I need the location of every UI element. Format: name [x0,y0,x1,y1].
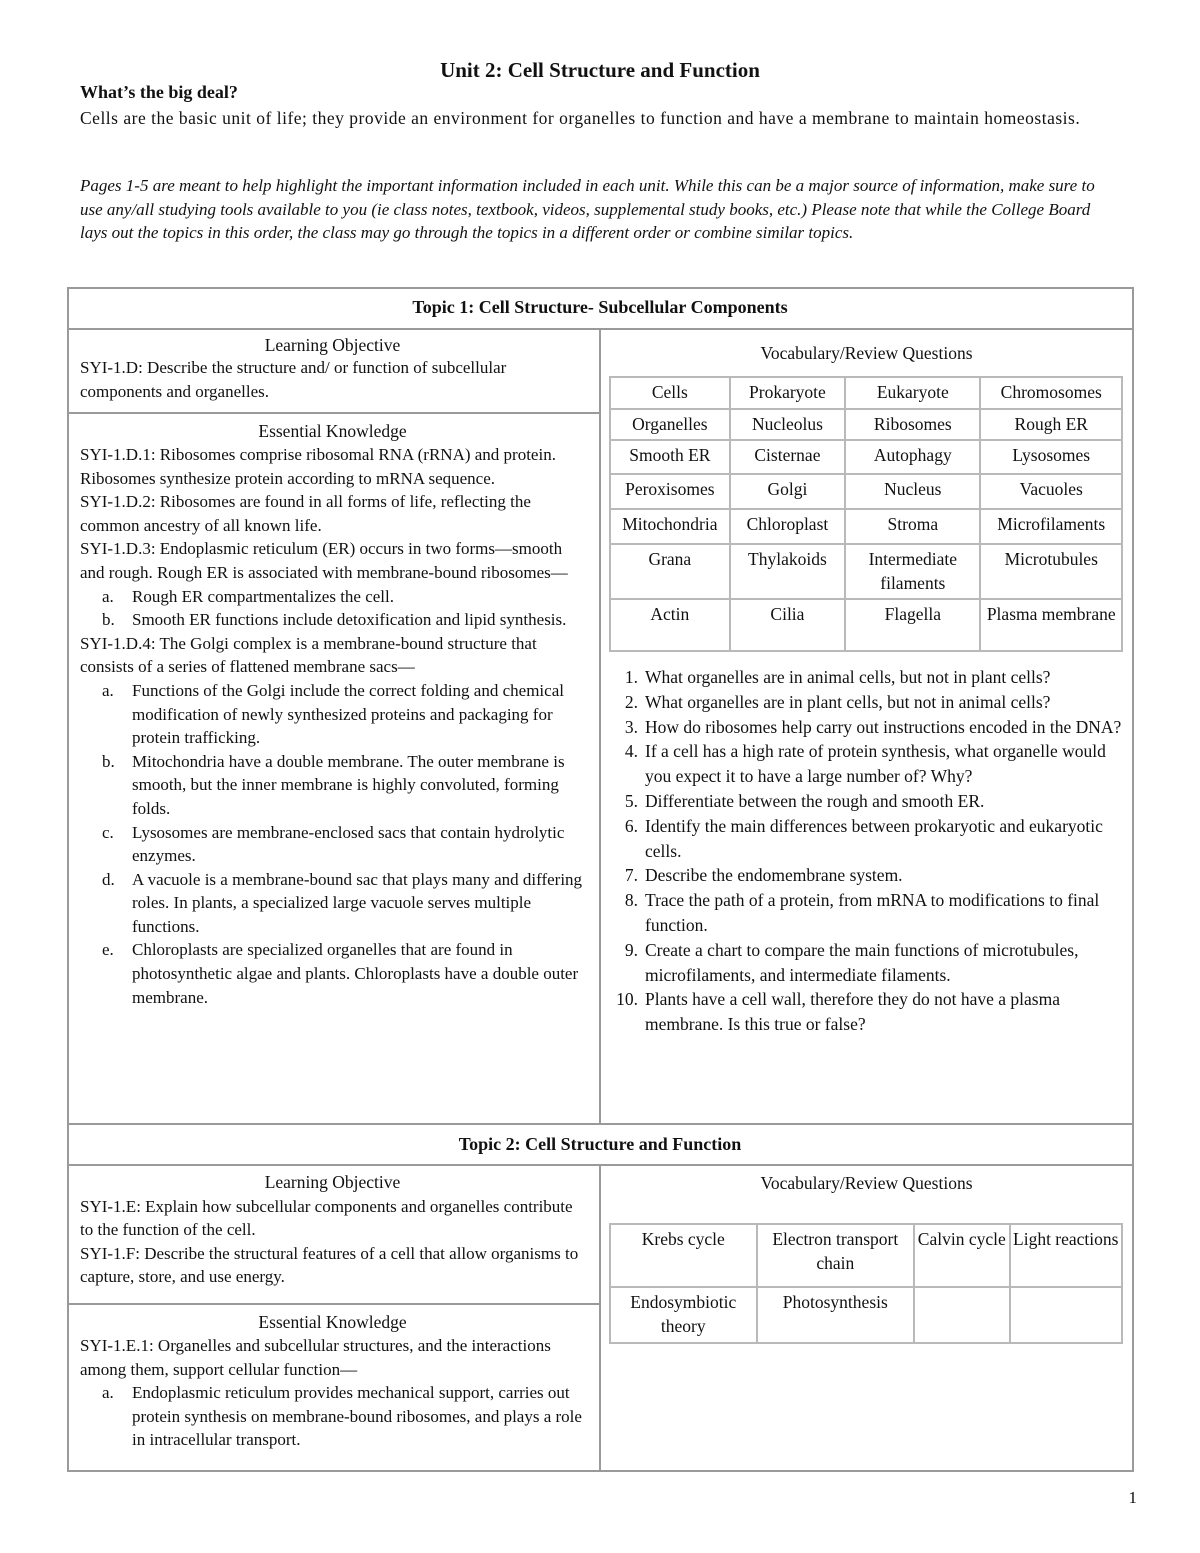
question-number: 5. [624,790,638,811]
topic2-ek-heading: Essential Knowledge [258,1312,407,1332]
topic2-title: Topic 2: Cell Structure and Function [458,1134,742,1154]
vocab-term: Stroma [845,509,980,544]
question-text: Identify the main differences between prokaryotic and eukaryotic cells. [645,815,1103,861]
vocab-term: Krebs cycle [610,1224,757,1287]
lo-syi-1e: SYI-1.E: Explain how subcellular components and organelles contribute to the function of the cell. [80,1196,573,1240]
topic1-vocab-table [609,376,1123,652]
topic1-review-questions [614,665,1124,1037]
vocab-term: Cisternae [730,440,846,474]
topic1-lo-text: SYI-1.D: Describe the structure and/ or function of subcellular components and organelles. [80,358,507,401]
question-text: What organelles are in animal cells, but not in plant cells? [645,667,1051,687]
question-text: If a cell has a high rate of protein synthesis, what organelle would you expect it to have a large number of? Why? [645,741,1106,787]
vocab-term: Golgi [730,474,846,509]
ek-syi-1d4-item: b. Mitochondria have a double membrane. The outer membrane is smooth, but the inner membrane is highly convoluted, forming folds. [102,751,565,818]
ek-syi-1d3-item: b. Smooth ER functions include detoxification and lipid synthesis. [102,610,567,630]
question-number: 4. [624,741,638,762]
question-number: 6. [624,815,638,836]
ek-syi-1d2: SYI-1.D.2: Ribosomes are found in all forms of life, reflecting the common ancestry of all known life. [80,492,531,535]
vocab-term [914,1287,1009,1343]
topic1-title: Topic 1: Cell Structure- Subcellular Components [412,297,788,317]
vocab-term: Microtubules [980,544,1122,599]
ek-syi-1e1-item: a. Endoplasmic reticulum provides mechanical support, carries out protein synthesis on membrane-bound ribosomes, and plays a role in intracellular transport. [102,1383,582,1450]
topic2-column-divider [599,1164,601,1472]
vocab-term: Intermediate filaments [845,544,980,599]
topic1-column-divider [599,328,601,1125]
topic2-lo-divider [67,1303,600,1305]
review-question [614,888,1124,938]
question-number: 3. [624,716,638,737]
topic2-vocab-heading: Vocabulary/Review Questions [760,1173,973,1193]
review-question [614,938,1124,988]
vocab-row [610,1224,1122,1287]
vocab-term: Flagella [845,599,980,651]
ek-syi-1d4-item: c. Lysosomes are membrane-enclosed sacs that contain hydrolytic enzymes. [102,822,565,866]
ek-syi-1d4-item: e. Chloroplasts are specialized organelles that are found in photosynthetic algae and plants. Chloroplasts have a double outer membrane. [102,940,579,1007]
vocab-row [610,440,1122,474]
vocab-term: Ribosomes [845,409,980,441]
question-number: 1. [624,667,638,687]
vocab-term: Nucleolus [730,409,846,441]
vocab-term: Lysosomes [980,440,1122,474]
vocab-row [610,1287,1122,1343]
vocab-row [610,599,1122,651]
review-question [614,789,1124,814]
vocab-term: Smooth ER [610,440,730,474]
vocab-term: Nucleus [845,474,980,509]
vocab-term: Photosynthesis [757,1287,914,1343]
question-number: 7. [624,865,638,886]
vocab-term: Rough ER [980,409,1122,441]
question-text: Create a chart to compare the main functions of microtubules, microfilaments, and intermediate filaments. [645,939,1079,985]
vocab-term [1010,1287,1123,1343]
vocab-term: Microfilaments [980,509,1122,544]
vocab-term: Thylakoids [730,544,846,599]
ek-syi-1d3: SYI-1.D.3: Endoplasmic reticulum (ER) occurs in two forms—smooth and rough. Rough ER is associated with membrane-bound ribosomes— [80,539,568,582]
big-deal-heading: What’s the big deal? [80,82,238,102]
topic2-essential-knowledge [80,1310,585,1452]
ek-syi-1e1: SYI-1.E.1: Organelles and subcellular structures, and the interactions among them, support cellular function— [80,1336,551,1379]
vocab-term: Eukaryote [845,377,980,409]
vocab-term: Cells [610,377,730,409]
topic1-lo-heading: Learning Objective [264,335,401,355]
question-number: 10. [616,989,638,1010]
vocab-row [610,474,1122,509]
question-text: How do ribosomes help carry out instructions encoded in the DNA? [645,716,1122,737]
vocab-term: Mitochondria [610,509,730,544]
vocab-term: Organelles [610,409,730,441]
vocab-row [610,409,1122,441]
lo-syi-1f: SYI-1.F: Describe the structural features of a cell that allow organisms to capture, store, and use energy. [80,1243,579,1287]
topic1-ek-heading: Essential Knowledge [258,421,407,441]
topic2-learning-objective [80,1171,585,1289]
question-number: 2. [624,691,638,712]
question-number: 8. [624,890,638,911]
topic1-lo-divider [67,412,600,414]
vocab-term: Peroxisomes [610,474,730,509]
vocab-term: Chloroplast [730,509,846,544]
vocab-term: Light reactions [1010,1224,1123,1287]
question-text: Differentiate between the rough and smooth ER. [645,790,985,811]
vocab-term: Autophagy [845,440,980,474]
vocab-term: Plasma membrane [980,599,1122,651]
ek-syi-1d4: SYI-1.D.4: The Golgi complex is a membrane-bound structure that consists of a series of flattened membrane sacs— [80,633,537,677]
vocab-term: Prokaryote [730,377,846,409]
page-title: Unit 2: Cell Structure and Function [440,58,760,82]
ek-syi-1d3-item: a. Rough ER compartmentalizes the cell. [102,586,395,606]
question-text: Trace the path of a protein, from mRNA to modifications to final function. [645,890,1100,935]
review-question [614,665,1124,690]
vocab-term: Chromosomes [980,377,1122,409]
review-question [614,715,1124,740]
vocab-row [610,377,1122,409]
vocab-term: Actin [610,599,730,651]
question-text: What organelles are in plant cells, but not in animal cells? [645,691,1051,712]
review-question [614,690,1124,715]
question-text: Describe the endomembrane system. [645,865,903,886]
vocab-term: Electron transport chain [757,1224,914,1287]
page-number: 1 [1128,1488,1137,1507]
study-note: Pages 1-5 are meant to help highlight the important information included in each unit. While this can be a major source of information, make sure to use any/all studying tools available to you (ie class notes, textbook, videos, supplemental study books, etc.) Please note that while the College Board lays out the topics in this order, the class may go through the topics in a different order or combine similar topics. [80,176,1095,242]
topic2-vocab-table [609,1223,1123,1344]
ek-syi-1d1: SYI-1.D.1: Ribosomes comprise ribosomal RNA (rRNA) and protein. Ribosomes synthesize protein according to mRNA sequence. [80,445,556,488]
topic1-learning-objective [80,335,585,403]
ek-syi-1d4-item: d. A vacuole is a membrane-bound sac that plays many and differing roles. In plants, a specialized large vacuole serves multiple functions. [102,869,583,936]
question-text: Plants have a cell wall, therefore they do not have a plasma membrane. Is this true or false? [645,989,1060,1035]
vocab-term: Endosymbiotic theory [610,1287,757,1343]
vocab-term: Cilia [730,599,846,651]
topic1-essential-knowledge [80,419,585,1009]
review-question [614,863,1124,888]
vocab-term: Vacuoles [980,474,1122,509]
question-number: 9. [624,939,638,960]
vocab-term: Calvin cycle [914,1224,1009,1287]
vocab-row [610,544,1122,599]
vocab-term: Grana [610,544,730,599]
intro-paragraph: Cells are the basic unit of life; they provide an environment for organelles to function and have a membrane to maintain homeostasis. [80,108,1081,128]
ek-syi-1d4-item: a. Functions of the Golgi include the correct folding and chemical modification of newly synthesized proteins and packaging for protein trafficking. [102,680,564,748]
review-question [614,814,1124,864]
review-question [614,739,1124,789]
review-question [614,987,1124,1037]
topic2-lo-heading: Learning Objective [264,1172,401,1192]
vocab-row [610,509,1122,544]
topic1-vocab-heading: Vocabulary/Review Questions [760,343,973,363]
